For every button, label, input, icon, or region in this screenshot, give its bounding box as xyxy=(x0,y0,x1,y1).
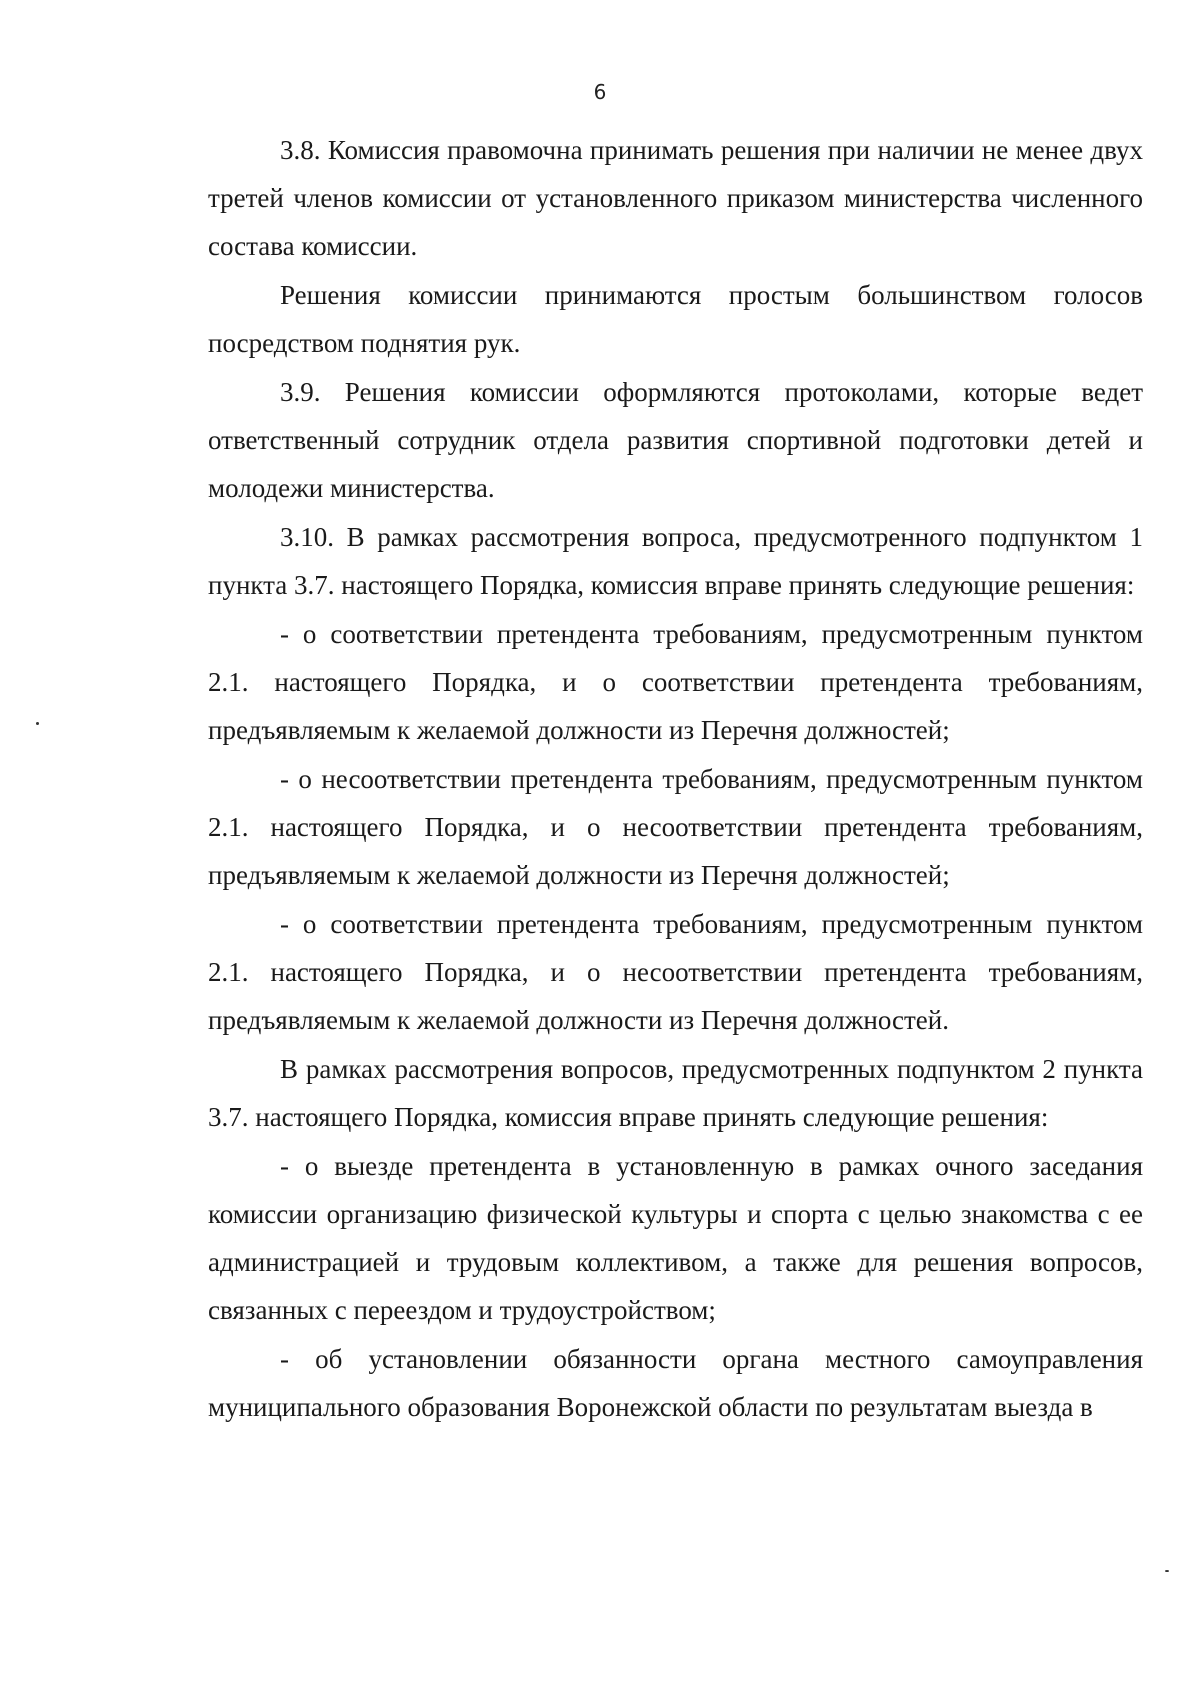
scan-speck xyxy=(36,722,39,725)
paragraph-3-10: 3.10. В рамках рассмотрения вопроса, предусмотренного подпунктом 1 пункта 3.7. настоящего Порядка, комиссия вправе принять следующие решения: xyxy=(208,522,1143,600)
list-item-obligation: - об установлении обязанности органа местного самоуправления муниципального образования Воронежской области по результатам выезда в xyxy=(208,1344,1143,1422)
paragraph-3-8: 3.8. Комиссия правомочна принимать решения при наличии не менее двух третей членов комиссии от установленного приказом министерства численного состава комиссии. xyxy=(208,135,1143,261)
list-item-conformity: - о соответствии претендента требованиям, предусмотренным пунктом 2.1. настоящего Порядка, и о соответствии претендента требованиям, предъявляемым к желаемой должности из Перечня должностей; xyxy=(208,619,1143,745)
page-number: 6 xyxy=(593,80,607,104)
list-item-visit: - о выезде претендента в установленную в рамках очного заседания комиссии организацию физической культуры и спорта с целью знакомства с ее администрацией и трудовым коллективом, а также для решения вопросов, связанных с переездом и трудоустройством; xyxy=(208,1151,1143,1325)
scan-speck xyxy=(1165,1570,1169,1572)
document-body xyxy=(208,126,1143,1432)
list-item-nonconformity: - о несоответствии претендента требованиям, предусмотренным пунктом 2.1. настоящего Порядка, и о несоответствии претендента требованиям, предъявляемым к желаемой должности из Перечня должностей; xyxy=(208,764,1143,890)
paragraph-subpoint-2: В рамках рассмотрения вопросов, предусмотренных подпунктом 2 пункта 3.7. настоящего Порядка, комиссия вправе принять следующие решения: xyxy=(208,1054,1143,1132)
list-item-partial-conformity: - о соответствии претендента требованиям, предусмотренным пунктом 2.1. настоящего Порядка, и о несоответствии претендента требованиям, предъявляемым к желаемой должности из Перечня должностей. xyxy=(208,909,1143,1035)
paragraph-voting: Решения комиссии принимаются простым большинством голосов посредством поднятия рук. xyxy=(208,280,1143,358)
paragraph-3-9: 3.9. Решения комиссии оформляются протоколами, которые ведет ответственный сотрудник отдела развития спортивной подготовки детей и молодежи министерства. xyxy=(208,377,1143,503)
